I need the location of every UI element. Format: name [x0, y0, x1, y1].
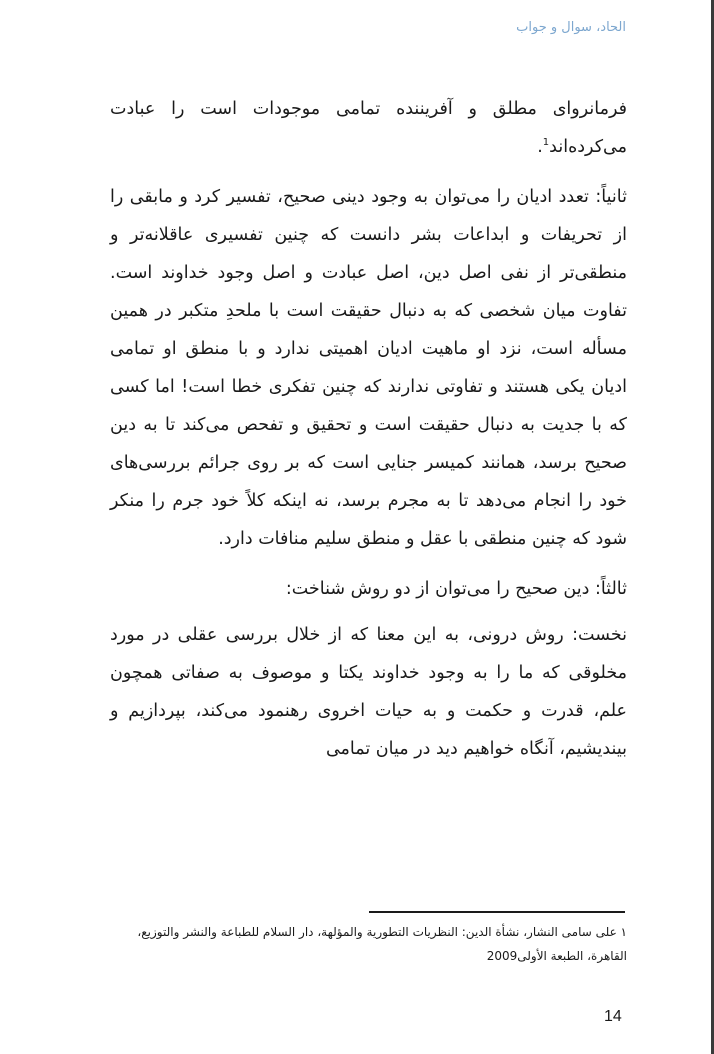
footnote-reference[interactable]: 1 — [542, 137, 550, 149]
paragraph-secondly: ثانیاً: تعدد ادیان را می‌توان به وجود دینی صحیح، تفسیر کرد و مابقی را از تحریفات و ابداعات بشر دانست که چنین تفسیری عاقلانه‌تر و منطقی‌تر از نفی اصل دین، اصل عبادت و اصل وجود خداوند است. تفاوت میان شخصی که به دنبال حقیقت است با ملحدِ متکبر در همین مسأله است، نزد او ماهیت ادیان اهمیتی ندارد و با منطق او تمامی ادیان یکی هستند و تفاوتی ندارند که چنین تفکری خطا است! اما کسی که با جدیت به دنبال حقیقت است و تحقیق و تفحص می‌کند تا به دین صحیح برسد، همانند کمیسر جنایی است که بر روی جرائم بررسی‌های خود را انجام می‌دهد تا به مجرم برسد، نه اینکه کلاً خود جرم را منکر شود که چنین منطقی با عقل و منطق سلیم منافات دارد. — [110, 187, 627, 549]
paragraph-text: فرمانروای مطلق و آفریننده تمامی موجودات است را عبادت می‌کرده‌اند — [110, 99, 627, 157]
paragraph-continuation — [110, 90, 627, 166]
paragraph-period: . — [537, 137, 543, 157]
running-header: الحاد، سوال و جواب — [516, 20, 626, 35]
footnote-separator — [369, 911, 625, 913]
paragraph-thirdly: ثالثاً: دین صحیح را می‌توان از دو روش شناخت: — [285, 579, 627, 599]
footnote: ١ علی سامی النشار، نشأة الدین: النظریات التطوریة والمؤلهة، دار السلام للطباعة والنشر والتوزیع، القاهرة، الطبعة الأولی2009 — [137, 925, 627, 963]
page-number: 14 — [604, 1008, 622, 1025]
body-text — [110, 90, 627, 780]
paragraph-first-method: نخست: روش درونی، به این معنا که از خلال بررسی عقلی در مورد مخلوقی که ما را به وجود خداوند یکتا و موصوف به صفاتی همچون علم، قدرت و حکمت و به حیات اخروی رهنمود می‌کند، بپردازیم و بیندیشیم، آنگاه خواهیم دید در میان تمامی — [110, 625, 627, 759]
